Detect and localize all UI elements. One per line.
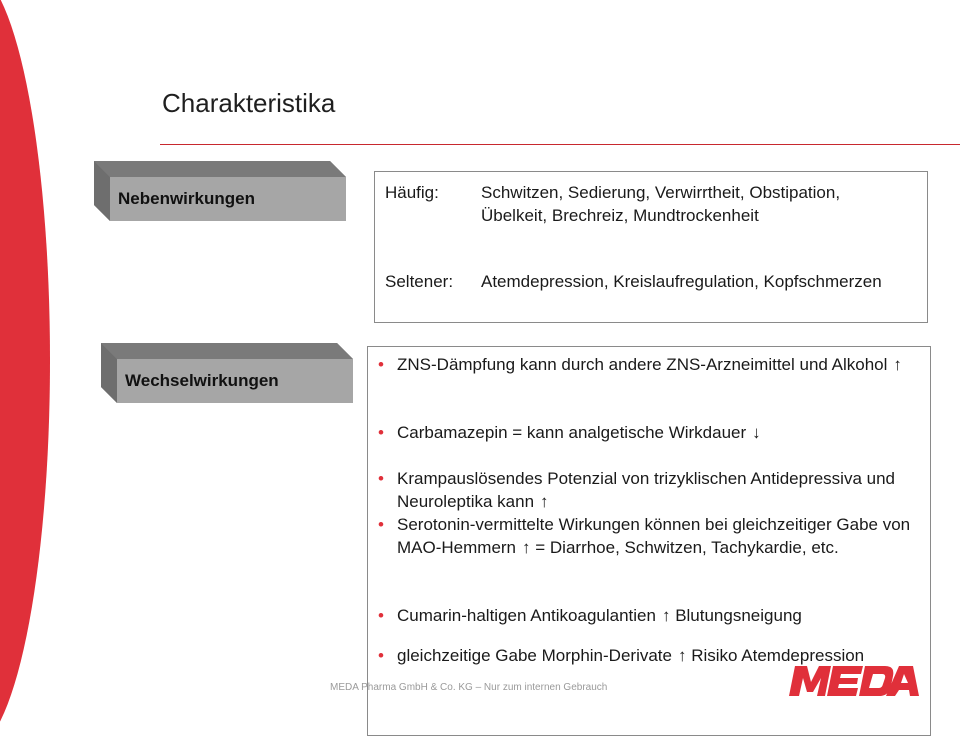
arrow-up-icon: ↑ [661,606,671,625]
wechselwirkung-suffix: Risiko Atemdepression [691,646,865,665]
bullet-icon: • [378,355,384,374]
bullet-icon: • [378,515,384,534]
bullet-icon: • [378,423,384,442]
wechselwirkung-main-text: Cumarin-haltigen Antikoagulantien [397,606,656,625]
ne-row-key: Häufig: [385,183,439,202]
wechselwirkung-main-text: Serotonin-vermittelte Wirkungen können bei gleichzeitiger Gabe von MAO-Hemmern [397,515,911,557]
arrow-up-icon: ↑ [522,538,531,557]
decorative-red-arc [0,0,50,750]
wechselwirkung-suffix: Blutungsneigung [675,606,802,625]
arrow-up-icon: ↑ [677,646,687,665]
wechselwirkungen-label: Wechselwirkungen [125,371,279,390]
meda-logo-icon [787,662,922,698]
ne-row-key: Seltener: [385,272,454,291]
wechselwirkung-text [397,353,917,376]
title-divider [160,144,960,145]
bullet-icon: • [378,469,384,488]
ne-row-value: Atemdepression, Kreislaufregulation, Kopfschmerzen [481,272,882,291]
wechselwirkungen-tab [101,343,353,405]
nebenwirkungen-tab [94,161,346,223]
wechselwirkung-main-text: Carbamazepin = kann analgetische Wirkdauer [397,423,747,442]
bullet-icon: • [378,606,384,625]
ne-row-value: Schwitzen, Sedierung, Verwirrtheit, Obstipation, Übelkeit, Brechreiz, Mundtrockenheit [481,183,841,225]
wechselwirkung-main-text: gleichzeitige Gabe Morphin-Derivate [397,646,672,665]
wechselwirkung-text [397,513,917,559]
footer-text: MEDA Pharma GmbH & Co. KG – Nur zum internen Gebrauch [330,682,608,693]
meda-logo [787,662,922,703]
bullet-icon: • [378,646,384,665]
wechselwirkung-text [397,421,917,444]
wechselwirkung-main-text: Krampauslösendes Potenzial von trizyklischen Antidepressiva und Neuroleptika kann [397,469,895,511]
nebenwirkungen-label: Nebenwirkungen [118,189,255,208]
wechselwirkung-suffix: = Diarrhoe, Schwitzen, Tachykardie, etc. [535,538,839,557]
wechselwirkung-text [397,467,917,513]
arrow-down-icon: ↓ [752,423,761,442]
wechselwirkung-main-text: ZNS-Dämpfung kann durch andere ZNS-Arzneimittel und Alkohol [397,355,888,374]
wechselwirkung-text [397,604,917,627]
arrow-up-icon: ↑ [540,492,549,511]
arrow-up-icon: ↑ [893,355,902,374]
slide-title: Charakteristika [162,88,336,118]
nebenwirkungen-box [374,171,928,323]
